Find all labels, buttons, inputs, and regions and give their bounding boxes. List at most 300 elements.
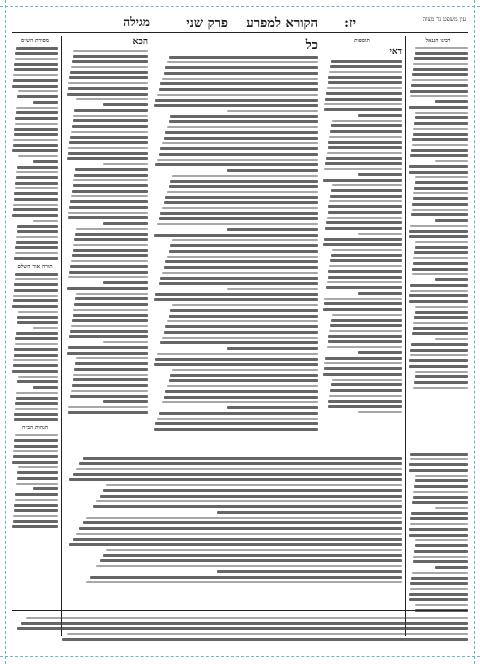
page-header: [12, 14, 468, 33]
text-line: [324, 302, 402, 305]
footnote-lines: [12, 617, 468, 641]
chapter-label: הקורא למפרע: [246, 16, 318, 31]
text-line: [72, 254, 148, 257]
text-line: [326, 92, 402, 95]
text-line: [415, 479, 468, 482]
text-line: [411, 577, 468, 580]
text-line: [154, 428, 318, 431]
text-line: [327, 281, 402, 283]
text-line: [86, 517, 402, 519]
text-line: [79, 462, 402, 465]
text-line: [413, 556, 468, 558]
text-line: [73, 314, 148, 317]
text-line: [15, 499, 58, 501]
text-line: [13, 208, 58, 211]
text-line: [160, 212, 318, 215]
text-line: [15, 58, 58, 60]
text-line: [328, 205, 402, 208]
text-line: [68, 216, 148, 219]
text-line: [162, 142, 318, 144]
text-line: [409, 598, 468, 601]
right-lower-lines: [408, 453, 468, 612]
text-line: [13, 144, 58, 147]
text-line: [17, 321, 58, 324]
text-line: [33, 160, 58, 163]
text-line: [72, 125, 148, 128]
text-line: [106, 484, 402, 486]
text-line: [435, 100, 468, 103]
perek-label: פרק שני: [186, 16, 228, 31]
text-line: [83, 521, 402, 524]
text-line: [73, 473, 402, 476]
text-line: [167, 256, 318, 258]
text-line: [157, 418, 318, 420]
text-line: [330, 389, 402, 392]
text-line: [410, 588, 468, 590]
text-line: [159, 282, 318, 285]
text-line: [70, 395, 148, 398]
text-line: [13, 139, 58, 141]
text-line: [325, 162, 402, 165]
left-margin-lines-3: [12, 434, 58, 528]
text-line: [409, 294, 468, 297]
right-lower-margin: [408, 450, 468, 636]
text-line: [409, 469, 468, 472]
text-line: [328, 270, 402, 273]
text-line: [172, 175, 318, 177]
text-line: [72, 60, 148, 63]
text-line: [411, 149, 468, 152]
text-line: [227, 228, 318, 231]
text-line: [15, 273, 58, 276]
text-line: [16, 392, 58, 394]
text-line: [410, 290, 468, 292]
text-line: [331, 319, 402, 322]
text-line: [324, 238, 402, 241]
text-line: [71, 131, 148, 133]
text-line: [68, 346, 148, 349]
text-line: [169, 250, 318, 253]
right-margin-column: [408, 36, 468, 444]
text-line: [165, 131, 318, 134]
hagahot-title: הגהות הב״ח: [22, 425, 48, 432]
text-line: [73, 119, 148, 122]
text-line: [410, 354, 468, 356]
text-line: [414, 550, 468, 553]
text-line: [155, 99, 318, 102]
text-line: [15, 493, 58, 496]
text-line: [170, 115, 318, 118]
text-line: [103, 400, 148, 403]
text-line: [413, 322, 468, 324]
text-line: [415, 311, 468, 314]
text-line: [164, 331, 318, 334]
tosafot-column: [322, 36, 402, 446]
torah-or-title: תורה אור השלם: [17, 264, 53, 271]
lower-commentary: [66, 454, 402, 604]
text-line: [409, 230, 468, 233]
text-line: [410, 458, 468, 460]
text-line: [15, 117, 58, 120]
text-line: [410, 95, 468, 97]
text-line: [13, 295, 58, 297]
text-line: [409, 106, 468, 109]
text-line: [72, 190, 148, 193]
text-line: [415, 306, 468, 308]
text-line: [412, 332, 468, 335]
text-line: [69, 543, 402, 546]
text-line: [415, 47, 468, 49]
text-line: [414, 251, 468, 254]
text-line: [16, 176, 58, 179]
text-line: [70, 71, 148, 74]
text-line: [12, 461, 58, 464]
text-line: [100, 559, 402, 562]
text-line: [169, 185, 318, 188]
text-line: [103, 222, 148, 225]
text-line: [79, 527, 402, 530]
cut-line-left: [5, 0, 6, 664]
text-line: [412, 572, 468, 574]
text-line: [12, 525, 58, 528]
text-line: [76, 228, 148, 230]
text-line: [69, 335, 148, 338]
text-line: [73, 249, 148, 252]
text-line: [103, 341, 148, 343]
text-line: [410, 349, 468, 352]
text-line: [435, 278, 468, 281]
text-line: [68, 87, 148, 90]
text-line: [90, 576, 402, 579]
text-line: [412, 138, 468, 141]
text-line: [410, 284, 468, 287]
text-line: [73, 115, 148, 117]
text-line: [167, 385, 318, 387]
tractate-title: מגילה: [123, 15, 150, 29]
text-line: [331, 124, 402, 127]
text-line: [160, 147, 318, 150]
text-line: [172, 369, 318, 371]
text-line: [16, 241, 58, 244]
text-line: [323, 179, 402, 182]
text-line: [323, 373, 402, 376]
text-line: [103, 163, 148, 165]
text-line: [324, 103, 402, 105]
text-line: [164, 72, 318, 75]
text-line: [14, 198, 58, 201]
text-line: [18, 376, 58, 378]
text-line: [103, 103, 148, 106]
text-line: [69, 141, 148, 144]
text-line: [358, 292, 402, 295]
text-line: [414, 316, 468, 319]
rashi-column: [66, 36, 148, 446]
text-line: [413, 192, 468, 194]
text-line: [17, 477, 58, 480]
text-line: [67, 287, 148, 290]
text-line: [75, 168, 148, 171]
text-line: [16, 111, 58, 114]
text-line: [409, 593, 468, 596]
rabbeinu-chananel-title: רבינו חננאל: [425, 38, 451, 44]
page-number: יז:: [344, 16, 356, 31]
text-line: [328, 335, 402, 338]
text-line: [413, 63, 468, 65]
text-line: [67, 157, 148, 160]
text-line: [12, 370, 58, 373]
text-line: [415, 604, 468, 606]
text-line: [414, 485, 468, 488]
text-line: [326, 221, 402, 224]
text-line: [15, 278, 58, 280]
text-line: [412, 501, 468, 504]
text-line: [323, 308, 402, 311]
text-line: [17, 471, 58, 474]
text-line: [331, 254, 402, 257]
text-line: [331, 189, 402, 192]
text-line: [328, 76, 402, 79]
talmud-page: [12, 14, 468, 650]
text-line: [358, 173, 402, 176]
text-line: [326, 157, 402, 160]
text-line: [330, 65, 402, 68]
text-line: [435, 338, 468, 340]
text-line: [13, 450, 58, 452]
text-line: [16, 332, 58, 335]
text-line: [328, 405, 402, 408]
text-line: [328, 146, 402, 149]
text-line: [410, 582, 468, 585]
text-line: [415, 241, 468, 243]
text-line: [413, 560, 468, 563]
text-line: [162, 207, 318, 209]
text-line: [217, 570, 402, 573]
text-line: [106, 549, 402, 551]
text-line: [358, 411, 402, 413]
lower-commentary-lines: [66, 457, 402, 584]
text-line: [409, 359, 468, 362]
text-line: [415, 176, 468, 178]
text-line: [14, 289, 58, 292]
text-line: [167, 61, 318, 63]
gemara-opening-word: כל: [305, 38, 318, 53]
text-line: [17, 225, 58, 228]
text-line: [412, 79, 468, 81]
text-line: [18, 155, 58, 157]
left-divider: [61, 36, 62, 636]
text-line: [75, 233, 148, 236]
text-line: [157, 159, 318, 161]
text-line: [74, 303, 148, 306]
text-line: [324, 108, 402, 111]
left-margin-lines-2: [12, 273, 58, 422]
cut-line-top: [0, 6, 480, 7]
text-line: [330, 259, 402, 262]
text-line: [14, 348, 58, 351]
text-line: [327, 346, 402, 348]
text-line: [328, 340, 402, 343]
text-line: [169, 379, 318, 382]
text-line: [69, 271, 148, 274]
text-line: [33, 386, 58, 389]
text-line: [18, 90, 58, 92]
text-line: [12, 214, 58, 217]
footnotes: [12, 614, 468, 648]
text-line: [13, 299, 58, 302]
text-line: [410, 154, 468, 157]
text-line: [62, 638, 468, 641]
text-line: [75, 297, 148, 300]
text-line: [217, 511, 402, 514]
text-line: [409, 300, 468, 303]
text-line: [160, 277, 318, 280]
text-line: [410, 517, 468, 520]
text-line: [96, 565, 402, 567]
text-line: [13, 515, 58, 517]
text-line: [15, 337, 58, 340]
cut-line-bottom: [0, 656, 480, 657]
text-line: [170, 180, 318, 183]
text-line: [414, 187, 468, 190]
text-line: [172, 304, 318, 306]
text-line: [358, 351, 402, 354]
text-line: [157, 94, 318, 96]
text-line: [227, 110, 318, 112]
text-line: [67, 633, 468, 635]
text-line: [329, 395, 402, 397]
tosafot-title: תוספות: [354, 38, 370, 44]
text-line: [70, 136, 148, 139]
text-line: [170, 374, 318, 377]
text-line: [165, 390, 318, 393]
text-line: [17, 380, 58, 383]
text-line: [21, 622, 468, 625]
text-line: [71, 66, 148, 68]
text-line: [415, 112, 468, 114]
text-line: [76, 98, 148, 100]
text-line: [332, 184, 402, 186]
text-line: [73, 55, 148, 58]
tosafot-lines: [322, 60, 402, 413]
text-line: [410, 453, 468, 456]
text-line: [17, 95, 58, 98]
text-line: [154, 363, 318, 366]
text-line: [73, 244, 148, 246]
text-line: [330, 130, 402, 133]
text-line: [413, 491, 468, 493]
text-line: [415, 544, 468, 547]
text-line: [159, 88, 318, 91]
text-line: [435, 566, 468, 569]
text-line: [409, 463, 468, 466]
text-line: [160, 82, 318, 85]
right-margin-lines: [408, 47, 468, 389]
text-line: [157, 223, 318, 225]
text-line: [164, 201, 318, 204]
text-line: [165, 260, 318, 263]
text-line: [73, 374, 148, 376]
rashi-opening-word: הכא: [132, 37, 148, 47]
text-line: [412, 144, 468, 146]
text-line: [154, 298, 318, 301]
text-line: [68, 147, 148, 149]
text-line: [412, 209, 468, 211]
text-line: [157, 353, 318, 355]
text-line: [71, 325, 148, 327]
text-line: [67, 93, 148, 96]
text-line: [324, 362, 402, 364]
text-line: [73, 179, 148, 181]
text-line: [332, 379, 402, 381]
text-line: [67, 352, 148, 355]
text-line: [412, 273, 468, 275]
text-line: [18, 466, 58, 468]
text-line: [227, 169, 318, 172]
text-line: [167, 320, 318, 322]
text-line: [330, 195, 402, 198]
text-line: [33, 101, 58, 104]
text-line: [328, 276, 402, 279]
text-line: [100, 495, 402, 498]
text-line: [413, 327, 468, 330]
text-line: [327, 217, 402, 219]
text-line: [14, 128, 58, 131]
text-line: [103, 554, 402, 557]
text-line: [15, 187, 58, 189]
right-divider: [405, 36, 406, 636]
text-line: [14, 413, 58, 416]
text-line: [17, 230, 58, 233]
text-line: [329, 136, 402, 138]
text-line: [74, 238, 148, 241]
text-line: [73, 184, 148, 187]
text-line: [14, 445, 58, 448]
text-line: [13, 204, 58, 206]
text-line: [14, 68, 58, 71]
text-line: [14, 192, 58, 195]
text-line: [75, 362, 148, 365]
text-line: [13, 520, 58, 523]
text-line: [69, 76, 148, 79]
text-line: [164, 137, 318, 140]
text-line: [13, 74, 58, 76]
text-line: [410, 225, 468, 227]
text-line: [74, 109, 148, 112]
text-line: [169, 56, 318, 59]
text-line: [68, 82, 148, 84]
text-line: [409, 365, 468, 368]
text-line: [14, 509, 58, 512]
text-line: [154, 234, 318, 237]
text-line: [411, 84, 468, 87]
text-line: [162, 401, 318, 403]
text-line: [327, 152, 402, 154]
text-line: [73, 538, 402, 541]
text-line: [16, 107, 58, 109]
text-line: [14, 63, 58, 66]
text-line: [410, 90, 468, 93]
text-line: [331, 60, 402, 63]
text-line: [325, 227, 402, 230]
text-line: [72, 384, 148, 387]
text-line: [415, 52, 468, 55]
text-line: [170, 244, 318, 247]
text-line: [164, 396, 318, 399]
text-line: [70, 200, 148, 203]
text-line: [328, 211, 402, 214]
text-line: [15, 246, 58, 249]
text-line: [415, 375, 468, 378]
